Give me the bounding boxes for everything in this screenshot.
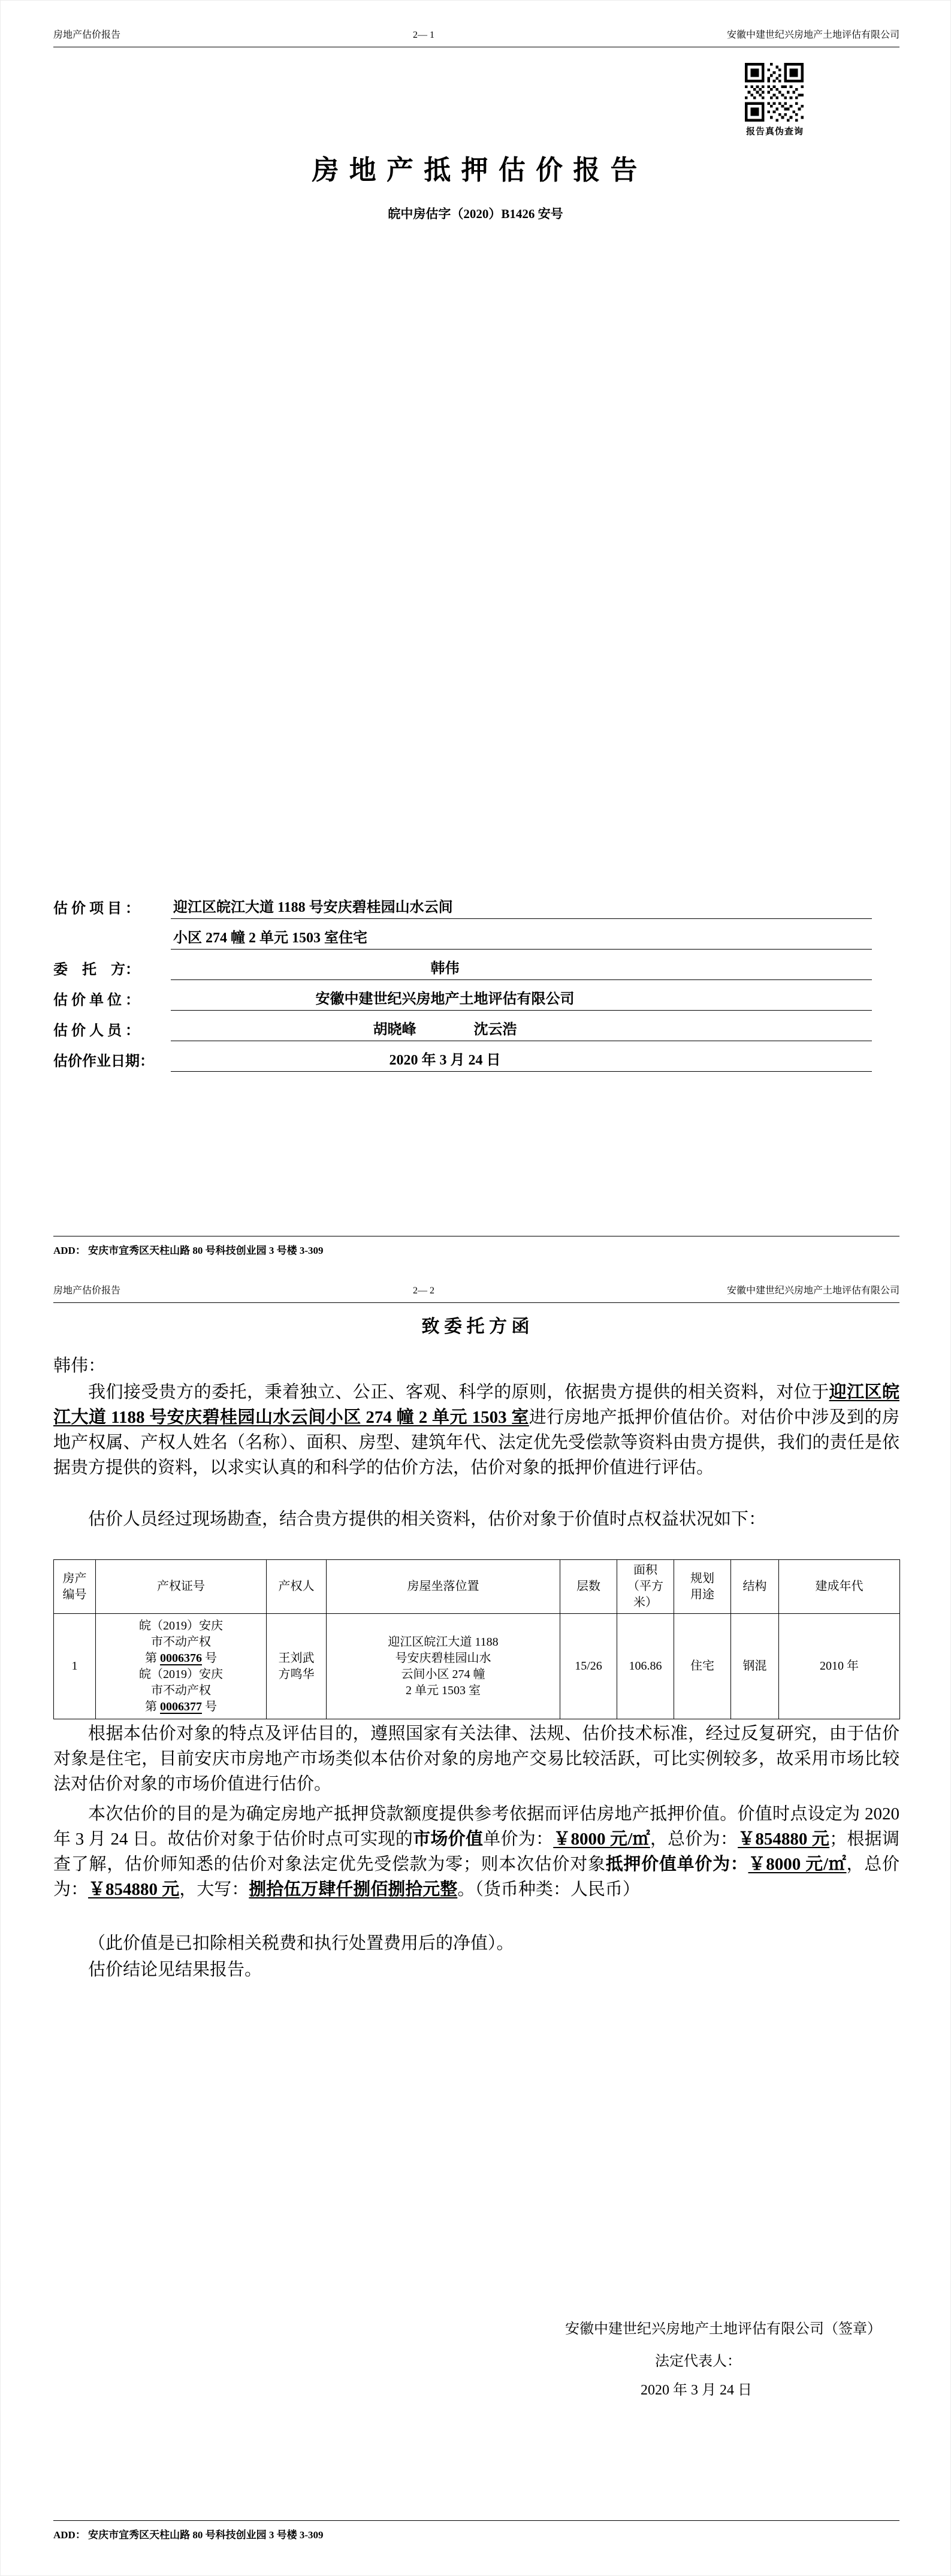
qr-block [745, 63, 805, 137]
footer-address: ADD： 安庆市宜秀区天柱山路 80 号科技创业园 3 号楼 3-309 [53, 2529, 324, 2541]
salutation: 韩伟： [53, 1356, 106, 1375]
cell-year: 2010 年 [779, 1614, 900, 1719]
form-row-appraisers [53, 1011, 872, 1041]
signature-legal-rep: 法定代表人： [655, 2354, 741, 2369]
col-use: 规划 用途 [674, 1560, 731, 1614]
page2-footer [53, 2520, 899, 2541]
client-value: 韩伟 [171, 956, 872, 980]
col-cert-no: 产权证号 [96, 1560, 267, 1614]
table-row [54, 1614, 900, 1719]
document-number: 皖中房估字（2020）B1426 安号 [388, 207, 563, 221]
page1-footer [53, 1236, 899, 1257]
form-row-date [53, 1041, 872, 1072]
col-structure: 结构 [731, 1560, 779, 1614]
project-label-spacer [53, 948, 171, 950]
header-doc-title: 房地产估价报告 [53, 30, 121, 40]
cell-use: 住宅 [674, 1614, 731, 1719]
appraisers-label: 估 价 人 员 ： [53, 1023, 140, 1039]
cell-area: 106.86 [617, 1614, 674, 1719]
agency-value: 安徽中建世纪兴房地产土地评估有限公司 [171, 987, 872, 1011]
signature-company: 安徽中建世纪兴房地产土地评估有限公司（签章） [565, 2321, 881, 2337]
header-page-number: 2— 2 [413, 1286, 434, 1296]
property-table [53, 1559, 900, 1719]
work-date-label: 估价作业日期： [53, 1054, 154, 1069]
letter-title: 致 委 托 方 函 [421, 1317, 530, 1337]
footer-address: ADD： 安庆市宜秀区天柱山路 80 号科技创业园 3 号楼 3-309 [53, 1245, 324, 1256]
signature-date: 2020 年 3 月 24 日 [641, 2383, 752, 2398]
form-row-project [53, 888, 872, 919]
cell-structure: 钢混 [731, 1614, 779, 1719]
qr-code-icon [745, 63, 804, 122]
paragraph-intro: 我们接受贵方的委托，秉着独立、公正、客观、科学的原则，依据贵方提供的相关资料，对位于迎江区皖江大道 1188 号安庆碧桂园山水云间小区 274 幢 2 单元 1503 室进行房地产抵押价值估价。对估价中涉及到的房地产权属、产权人姓名（名称）、面积、房型、建筑年代、法定优先受偿款等资料由贵方提供，我们的责任是依据贵方提供的资料，以求实认真的和科学的估价方法，估价对象的抵押价值进行评估。 [53, 1383, 899, 1477]
col-area: 面积 （平方 米） [617, 1560, 674, 1614]
col-owner: 产权人 [267, 1560, 327, 1614]
paragraph-valuation: 本次估价的目的是为确定房地产抵押贷款额度提供参考依据而评估房地产抵押价值。价值时点设定为 2020 年 3 月 24 日。故估价对象于估价时点可实现的市场价值单价为：￥8000 元/㎡，总价为：￥854880 元；根据调查了解，估价师知悉的估价对象法定优先受偿款为零；则本次估价对象抵押价值单价为：￥8000 元/㎡，总价为：￥854880 元，大写：捌拾伍万肆仟捌佰捌拾元整。（货币种类：人民币） [53, 1804, 899, 1899]
paragraph-survey: 估价人员经过现场勘查，结合贵方提供的相关资料，估价对象于价值时点权益状况如下： [88, 1510, 766, 1529]
col-location: 房屋坐落位置 [327, 1560, 560, 1614]
qr-caption: 报告真伪查询 [745, 127, 804, 137]
paragraph-net-value-note: （此价值是已扣除相关税费和执行处置费用后的净值）。 [88, 1934, 514, 1953]
header-company-name: 安徽中建世纪兴房地产土地评估有限公司 [726, 1286, 899, 1296]
cell-location: 迎江区皖江大道 1188 号安庆碧桂园山水 云间小区 274 幢 2 单元 1503 室 [327, 1614, 560, 1719]
agency-label: 估 价 单 位 ： [53, 993, 140, 1008]
header-doc-title: 房地产估价报告 [53, 1286, 121, 1296]
cell-owner: 王刘武 方鸣华 [267, 1614, 327, 1719]
form-row-agency [53, 980, 872, 1011]
project-value-line2: 小区 274 幢 2 单元 1503 室住宅 [171, 926, 872, 950]
work-date-value: 2020 年 3 月 24 日 [171, 1048, 872, 1072]
cell-cert-no: 皖（2019）安庆 市不动产权 第 0006376 号 皖（2019）安庆 市不动产权 第 0006377 号 [96, 1614, 267, 1719]
form-row-client [53, 950, 872, 980]
table-header-row [54, 1560, 900, 1614]
col-year: 建成年代 [779, 1560, 900, 1614]
col-floors: 层数 [560, 1560, 617, 1614]
paragraph-conclusion-note: 估价结论见结果报告。 [88, 1960, 262, 1979]
page1-header [53, 27, 899, 47]
form-row-project-cont [53, 919, 872, 950]
cell-property-no: 1 [54, 1614, 96, 1719]
paragraph-method: 根据本估价对象的特点及评估目的，遵照国家有关法律、法规、估价技术标准，经过反复研究，由于估价对象是住宅，目前安庆市房地产市场类似本估价对象的房地产交易比较活跃，可比实例较多，故采用市场比较法对估价对象的市场价值进行估价。 [53, 1724, 899, 1794]
cover-form [53, 888, 872, 1072]
col-property-no: 房产 编号 [54, 1560, 96, 1614]
cell-floors: 15/26 [560, 1614, 617, 1719]
project-label: 估 价 项 目 ： [53, 901, 140, 917]
project-value-line1: 迎江区皖江大道 1188 号安庆碧桂园山水云间 [171, 895, 872, 919]
appraisers-value: 胡晓峰 沈云浩 [171, 1017, 872, 1041]
header-company-name: 安徽中建世纪兴房地产土地评估有限公司 [726, 30, 899, 40]
client-label: 委 托 方： [53, 962, 140, 978]
report-title: 房 地 产 抵 押 估 价 报 告 [312, 155, 639, 185]
header-page-number: 2— 1 [413, 30, 434, 40]
page2-header [53, 1283, 899, 1303]
